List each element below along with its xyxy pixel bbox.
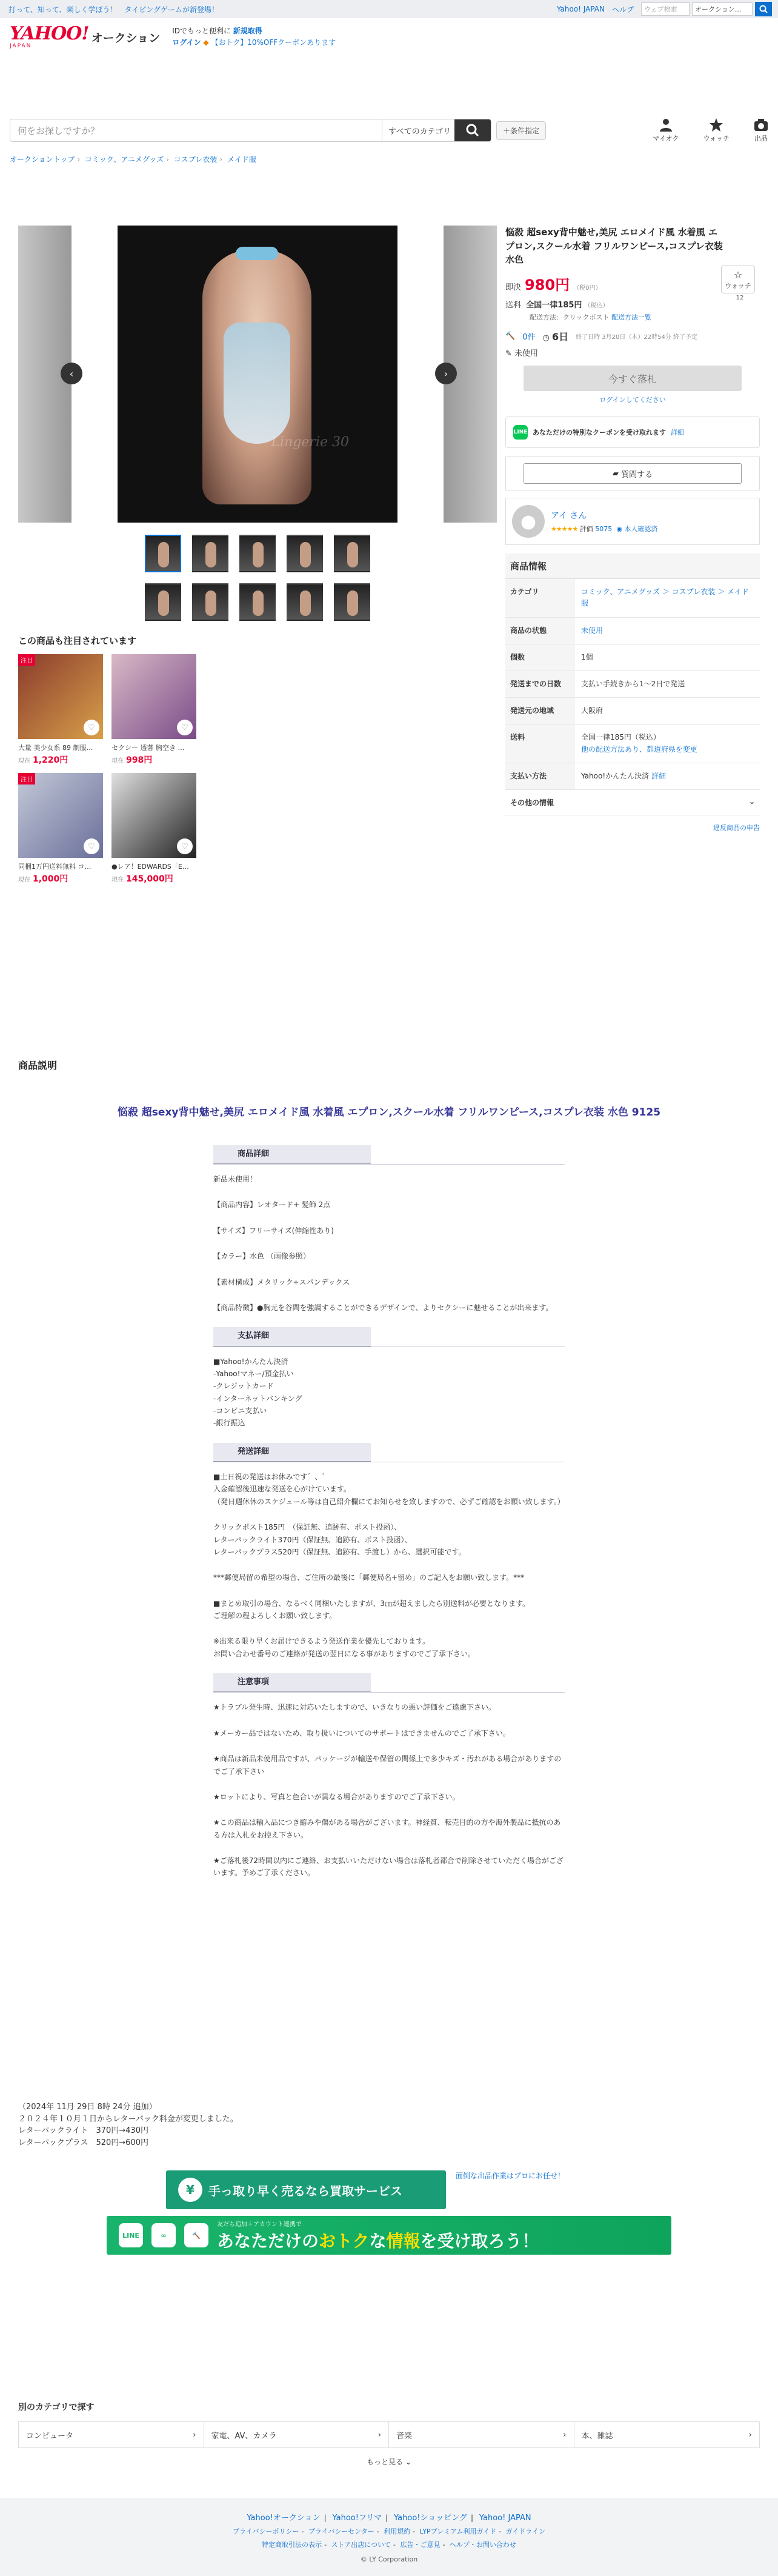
description-para: 【カラー】水色 （画像参照） (213, 1252, 310, 1261)
web-search-select[interactable]: オークション... (692, 2, 753, 16)
recommend-item[interactable] (18, 773, 103, 885)
footer-link[interactable]: Yahoo!ショッピング (394, 2514, 467, 2523)
star-icon (709, 118, 723, 132)
description-para: ※出来る限り早くお届けできるよう発送作業を優先しております。 お問い合わせ番号のご連絡が発送の翌日になる事がありますのでご了承下さい。 (213, 1637, 476, 1658)
description-body (213, 1145, 565, 1879)
promo-link[interactable]: 打って、知って、楽しく学ぼう！ タイピングゲームが新登場！ (8, 5, 219, 14)
footer-link[interactable]: プライバシーセンター (308, 2527, 374, 2535)
heart-icon[interactable]: ♡ (84, 838, 99, 854)
question-label: 質問する (621, 470, 653, 480)
line-banner[interactable] (107, 2216, 671, 2255)
question-button[interactable] (524, 463, 742, 484)
info-row (505, 644, 760, 671)
product-photo-garment (224, 323, 290, 444)
footer-link[interactable]: 利用規約 (384, 2527, 411, 2535)
chevron-right-icon: › (563, 2430, 567, 2440)
auction-stats (505, 329, 760, 343)
auction-icon: 🔨 (184, 2223, 208, 2247)
footer-link[interactable]: 特定商取引法の表示 (262, 2541, 322, 2549)
chevron-right-icon: › (193, 2430, 196, 2440)
heart-icon[interactable]: ♡ (177, 838, 193, 854)
footer-link[interactable]: プライバシーポリシー (233, 2527, 299, 2535)
recommend-image (111, 773, 196, 858)
thumbnail[interactable] (239, 583, 276, 621)
next-arrow-button[interactable] (435, 363, 457, 384)
login-link[interactable]: ログイン (172, 38, 201, 47)
help-link[interactable]: ヘルプ (611, 5, 634, 14)
breadcrumb-item[interactable]: コミック、アニメグッズ (85, 155, 164, 164)
recommend-item[interactable] (111, 654, 196, 766)
rating-value[interactable]: 5075 (595, 525, 613, 534)
description-para: ■まとめ取引の場合、なるべく同梱いたしますが、3㎝が超えましたら別送料が必要となります。 ご理解の程よろしくお願い致します。 (213, 1599, 530, 1621)
header-info (172, 25, 336, 49)
thumbnail[interactable] (334, 535, 370, 572)
info-row (505, 579, 760, 617)
recommend-title: 大量 美少女系 89 制服… (18, 744, 93, 752)
chevron-right-icon: › (444, 367, 448, 380)
verified-icon: ◉ (616, 525, 622, 534)
info-key: 発送元の地域 (505, 698, 575, 724)
pro-listing-link[interactable]: 面倒な出品作業はプロにお任せ！ (456, 2172, 565, 2180)
price-value: 980円 (525, 276, 570, 293)
rating-stars-icon: ★★★★★ (551, 525, 578, 534)
description-para: ★メーカー品ではないため、取り扱いについてのサポートはできませんのでご了承下さい。 (213, 1728, 510, 1738)
coupon-icon: ◆ (203, 38, 209, 47)
category-item[interactable] (19, 2422, 204, 2447)
description-para: クリックポスト185円 （保証無、追跡有、ポスト投函）、 レターパックライト370円（保証無、追跡有、ポスト投函）、 レターパックプラス520円（保証無、追跡有、手渡し）から、選択可能です。 (213, 1523, 466, 1556)
description-para: ★商品は新品未使用品ですが、パッケージが輸送や保管の関係上で多少キズ・汚れがある場合がありますのでご了承下さい (213, 1755, 562, 1776)
recommend-title: ●レア！EDWARDS「E… (111, 863, 189, 871)
ad-space (0, 56, 778, 115)
line-banner-d: 情報 (386, 2230, 421, 2251)
footer-link[interactable]: Yahoo! JAPAN (479, 2514, 531, 2523)
description-heading: 商品説明 (18, 1060, 58, 1071)
thumbnail[interactable] (239, 535, 276, 572)
bids-link[interactable]: 0件 (522, 333, 536, 343)
footer-link[interactable]: ガイドライン (505, 2527, 545, 2535)
info-key: 送料 (505, 724, 575, 762)
info-row (505, 763, 760, 790)
line-icon: LINE (119, 2223, 143, 2247)
signup-link[interactable]: 新規取得 (233, 26, 262, 35)
category-item[interactable] (574, 2422, 760, 2447)
line-detail-link[interactable]: 詳細 (671, 429, 684, 437)
search-button[interactable] (454, 119, 491, 141)
tag-icon: ✎ (505, 349, 512, 359)
recommend-price (18, 872, 103, 885)
description-para: ★トラブル発生時、迅速に対応いたしますので、いきなりの悪い評価をご遠慮下さい。 (213, 1703, 496, 1712)
product-title: 悩殺 超sexy背中魅せ,美尻 エロメイド風 水着風 エプロン,スクール水着 フリルワンピース,コスプレ衣装 水色 (505, 227, 723, 265)
info-key: 商品の状態 (505, 618, 575, 644)
attention-section (18, 626, 497, 885)
thumbnail[interactable] (145, 535, 181, 572)
chevron-right-icon: › (748, 2430, 752, 2440)
chevron-right-icon: › (377, 2430, 381, 2440)
shipping-info (505, 299, 760, 324)
description-para: ■土日祝の発送はお休みです゛、゛ 入金確認後迅速な発送を心がけています。 （発日週休休のスケジュール等は自己紹介欄にてお知らせを致しますので、必ずご確認をお願い致します。） (213, 1472, 565, 1506)
description-para: 【商品内容】レオタード+ 髪飾 2点 (213, 1200, 331, 1209)
price-label: 現在 (18, 877, 30, 883)
footer: Yahoo!オークション | Yahoo!フリマ | Yahoo!ショッピング | Yahoo! JAPAN プライバシーポリシー - プライバシーセンター - 利用規約 - LYPプレミアム利用ガイド - ガイドライン 特定商取引法の表示 - ストア出店について - 広告・ご意見 - ヘルプ・お問い合わせ © LY Corporation (0, 2498, 778, 2576)
main-content (0, 226, 778, 885)
chevron-left-icon: ‹ (69, 367, 74, 380)
recommend-price (111, 754, 196, 766)
kaitori-banner[interactable] (166, 2170, 446, 2209)
person-icon (659, 118, 673, 132)
line-banner-small: 友だち追加＋アカウント連携で (217, 2221, 302, 2228)
logo[interactable] (10, 25, 160, 49)
info-row (505, 618, 760, 644)
description-para: ★ロットにより、写真と色合いが異なる場合がありますのでご了承下さい。 (213, 1792, 460, 1801)
description-para: 新品未使用！ (213, 1175, 258, 1184)
yahoo-japan-link[interactable]: Yahoo! JAPAN (556, 5, 605, 13)
more-label: もっと見る (367, 2458, 404, 2466)
description-para: ***郵便局留の希望の場合、ご住所の最後に「郵便局名+留め」のご記入をお願い致します。*** (213, 1573, 525, 1582)
logo-yahoo: YAHOO! (10, 23, 89, 44)
price-value: 145,000円 (126, 874, 173, 884)
verified-label: 本人確認済 (624, 525, 658, 534)
section-head: 発送詳細 (213, 1443, 371, 1462)
condition-button[interactable]: ＋条件指定 (496, 121, 546, 140)
time-left-value: 6日 (551, 331, 569, 343)
shipping-method: 配送方法：クリックポスト (530, 313, 610, 321)
sell-label: 出品 (754, 135, 768, 142)
category-grid (18, 2421, 760, 2448)
myauc-button[interactable] (653, 118, 679, 143)
search-icon (466, 124, 479, 137)
breadcrumb-item[interactable]: メイド服 (227, 155, 256, 164)
kaitori-text: 手っ取り早く売るなら買取サービス (208, 2183, 402, 2198)
attention-tag: 注目 (18, 773, 35, 785)
other-info-toggle[interactable] (505, 790, 760, 815)
condition-info (505, 347, 760, 358)
login-prompt-link[interactable]: ログインしてください (599, 396, 666, 404)
category-item[interactable] (204, 2422, 390, 2447)
thumbnail[interactable] (145, 583, 181, 621)
category-section (18, 2401, 760, 2467)
coupon-link[interactable]: 【おトク】10%OFFクーポンあります (211, 38, 336, 47)
description-para: ★この商品は輸入品につき縮みや傷がある場合がございます。神経質、転売目的の方や海外製品に抵抗のある方は入札をお控え下さい。 (213, 1818, 561, 1839)
logo-japan: JAPAN (10, 43, 32, 49)
section-head: 注意事項 (213, 1673, 371, 1693)
category-label: 本、雑誌 (581, 2431, 613, 2441)
watch-label: ウォッチ (725, 281, 751, 290)
recommend-item[interactable] (111, 773, 196, 885)
line-banner-b: おトク (319, 2230, 370, 2251)
info-row (505, 724, 760, 763)
chevron-down-icon: ⌄ (748, 797, 755, 806)
thumbnail[interactable] (287, 583, 323, 621)
price-tax: （税0円） (573, 284, 602, 292)
thumbnail[interactable] (192, 535, 228, 572)
info-key: 支払い方法 (505, 763, 575, 789)
product-info (505, 554, 760, 832)
description-para: 【商品特徴】●胸元を谷間を強調することができるデザインで、よりセクシーに魅せることが出来ます。 (213, 1303, 553, 1313)
question-box (505, 457, 760, 490)
heart-icon[interactable]: ♡ (84, 720, 99, 735)
category-label: 家電、AV、カメラ (211, 2431, 277, 2441)
watch-list-button[interactable] (703, 118, 730, 143)
watch-list-label: ウォッチ (703, 135, 730, 142)
avatar: ● (512, 505, 545, 538)
rating-label: 評価 (579, 525, 593, 534)
description-para: ★ご落札後72時間以内にご連絡、お支払いいただけない場合は落札者都合で削除させていただく場合がございます。予めご了承ください。 (213, 1856, 564, 1878)
footer-link[interactable]: Yahoo!フリマ (332, 2514, 382, 2523)
image-gallery (18, 226, 497, 523)
section-head: 商品詳細 (213, 1145, 371, 1165)
myauc-label: マイオク (653, 135, 679, 142)
footer-link[interactable]: Yahoo!オークション (247, 2514, 321, 2523)
category-item[interactable] (389, 2422, 574, 2447)
seller-name[interactable]: アイ さん (551, 511, 587, 521)
info-key: カテゴリ (505, 579, 575, 617)
copyright: © LY Corporation (360, 2555, 418, 2563)
price-value: 1,000円 (33, 874, 68, 884)
seller-box[interactable] (505, 498, 760, 545)
footer-link[interactable]: 広告・ご意見 (400, 2541, 441, 2549)
thumbnail[interactable] (287, 535, 323, 572)
other-info-label: その他の情報 (510, 798, 554, 807)
logo-service: オークション (91, 31, 161, 45)
shipping-change-link[interactable]: 他の配送方法あり、都道府県を変更 (581, 744, 698, 754)
line-coupon-banner[interactable] (505, 417, 760, 448)
section-head: 支払詳細 (213, 1327, 371, 1347)
right-column (505, 226, 760, 885)
description-para: ■Yahoo!かんたん決済 -Yahoo!マネー/預金払い -クレジットカード -インターネットバンキング -コンビニ支払い -銀行振込 (213, 1357, 302, 1428)
search-row (0, 115, 778, 146)
chevron-down-icon: ⌄ (405, 2458, 411, 2466)
description-para: 【サイズ】フリーサイズ(伸縮性あり) (213, 1226, 334, 1235)
web-search-button[interactable] (755, 2, 772, 16)
shipping-value: 全国一律185円 (526, 300, 582, 310)
info-value: Yahoo!かんたん決済 (581, 771, 650, 780)
recommend-title: 同梱1万円送料無料 コ… (18, 863, 91, 871)
info-value: 全国一律185円（税込） (581, 733, 660, 742)
description-section (18, 1058, 760, 1893)
price-value: 998円 (126, 755, 153, 765)
category-select[interactable]: すべてのカテゴリ (382, 119, 454, 141)
info-key: 個数 (505, 644, 575, 671)
main-search (10, 119, 491, 142)
product-photo-bow (236, 247, 278, 260)
product-info-title: 商品情報 (505, 554, 760, 579)
thumbnail[interactable] (334, 583, 370, 621)
info-key: 発送までの日数 (505, 671, 575, 697)
camera-icon (754, 118, 768, 132)
report-link[interactable]: 違反商品の申告 (713, 823, 760, 832)
main-image[interactable] (118, 226, 397, 523)
info-value: 支払い手続きから1〜2日で発送 (581, 680, 685, 689)
recommend-price (18, 754, 103, 766)
info-value: 大阪府 (581, 706, 603, 715)
line-icon: LINE (513, 425, 528, 440)
breadcrumb-sep: › (77, 155, 81, 164)
yen-icon: ¥ (178, 2178, 202, 2202)
info-row (505, 698, 760, 724)
category-label: コンピュータ (26, 2431, 74, 2441)
thumbnail-grid (18, 523, 497, 626)
line-banner-c: な (369, 2230, 387, 2251)
star-outline-icon: ☆ (733, 269, 743, 281)
condition-link[interactable]: 未使用 (581, 626, 603, 635)
line-banner-a: あなただけの (217, 2230, 319, 2251)
recommend-grid (18, 654, 497, 885)
info-row (505, 671, 760, 698)
breadcrumb-item[interactable]: コスプレ衣装 (173, 155, 218, 164)
clock-icon: ◷ (542, 333, 550, 343)
buy-now-button[interactable]: 今すぐ落札 (524, 366, 742, 391)
price-label: 現在 (111, 758, 124, 764)
price-value: 1,220円 (33, 755, 68, 765)
banner-space (0, 172, 778, 226)
line-text: あなただけの特別なクーポンを受け取れます (533, 429, 666, 437)
price-label: 現在 (111, 877, 124, 883)
sell-button[interactable] (754, 118, 768, 143)
footer-link[interactable]: ヘルプ・お問い合わせ (449, 2541, 516, 2549)
description-para: 【素材構成】メタリック+スパンデックス (213, 1277, 350, 1286)
breadcrumb-sep: › (166, 155, 169, 164)
description-title: 悩殺 超sexy背中魅せ,美尻 エロメイド風 水着風 エプロン,スクール水着 フリルワンピース,コスプレ衣装 水色 9125 (117, 1106, 661, 1119)
watch-button[interactable] (721, 266, 759, 301)
id-text: IDでもっと便利に (172, 26, 231, 35)
shipping-method-link[interactable]: 配送方法一覧 (611, 313, 652, 321)
thumbnail[interactable] (192, 583, 228, 621)
link-icon: ∞ (151, 2223, 176, 2247)
attention-tag: 注目 (18, 654, 35, 666)
more-button[interactable] (18, 2457, 760, 2467)
end-time: 終了日時 3月20日（木）22時54分 終了予定 (576, 334, 697, 341)
gavel-icon: 🔨 (505, 332, 516, 341)
shipping-tax: （税込） (584, 302, 609, 309)
photo-watermark: Lingerie 30 (271, 435, 349, 450)
shipping-label: 送料 (505, 300, 522, 310)
web-search-input[interactable]: ウェブ検索 (641, 2, 690, 16)
recommend-image (18, 773, 103, 858)
category-label: 音楽 (396, 2431, 413, 2441)
search-input[interactable]: 何をお探しですか？ (18, 125, 100, 136)
recommend-title: セクシー 透著 胸空き … (111, 744, 185, 752)
category-link[interactable]: コミック、アニメグッズ ＞ コスプレ衣装 ＞ メイド服 (581, 587, 749, 608)
price-label: 現在 (18, 758, 30, 764)
price-label: 即決 (505, 283, 522, 292)
watch-count: 12 (736, 295, 744, 301)
heart-icon[interactable]: ♡ (177, 720, 193, 735)
attention-title: この商品も注目されています (18, 635, 137, 646)
category-title: 別のカテゴリで探す (18, 2403, 95, 2412)
header-icons (653, 118, 768, 143)
footer-link[interactable]: LYPプレミアム利用ガイド (419, 2527, 497, 2535)
recommend-image (18, 654, 103, 739)
recommend-price (111, 872, 196, 885)
payment-detail-link[interactable]: 詳細 (651, 771, 666, 780)
breadcrumb-item[interactable]: オークショントップ (10, 155, 75, 164)
web-search (641, 2, 772, 16)
chat-icon: ▰ (612, 469, 619, 478)
breadcrumb-sep: › (219, 155, 223, 164)
recommend-image (111, 654, 196, 739)
top-bar (0, 0, 778, 18)
info-value: 1個 (581, 652, 593, 661)
left-column (18, 226, 497, 885)
prev-arrow-button[interactable] (61, 363, 82, 384)
line-banner-e: を受け取ろう！ (420, 2230, 539, 2251)
description-addendum: （2024年 11月 29日 8時 24分 追加） ２０２４年１０月１日からレターパック料金が変更しました。 レターパックライト 370円→430円 レターパックプラス 520円→600円 (18, 2103, 238, 2147)
breadcrumb (0, 146, 778, 172)
search-icon (759, 5, 768, 13)
footer-link[interactable]: ストア出店について (331, 2541, 391, 2549)
header (0, 18, 778, 56)
time-left (542, 329, 568, 343)
recommend-item[interactable] (18, 654, 103, 766)
condition-value: 未使用 (514, 349, 539, 359)
